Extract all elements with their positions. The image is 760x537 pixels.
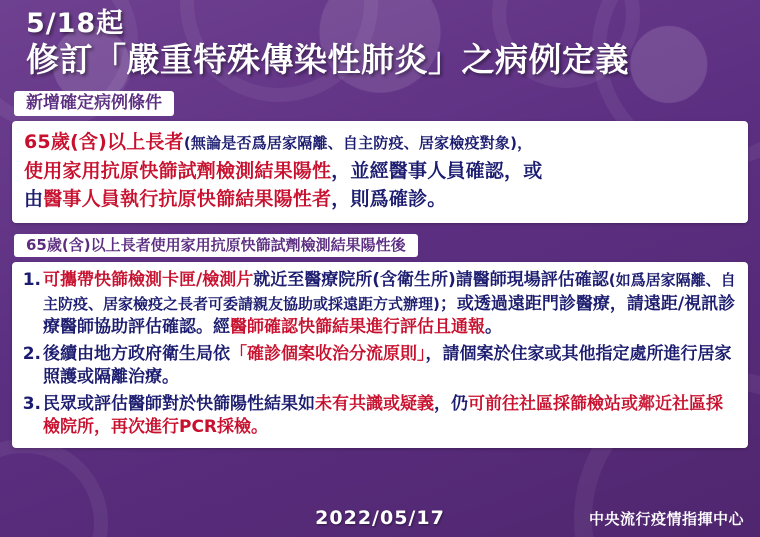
poster-header: [0, 0, 760, 80]
step1-note: (如爲居家隔離、自主防疫、居家檢疫之長者可委請親友協助或採遠距方式辦理): [43, 271, 736, 313]
post-positive-steps-card: [12, 262, 748, 447]
step2-prefix: 後續由地方政府衛生局依: [43, 343, 230, 364]
list-item-number: 1.: [22, 270, 41, 291]
section-label-post-positive: 65歲(含)以上長者使用家用抗原快篩試劑檢測結果陽性後: [14, 234, 418, 258]
new-criteria-card: [12, 121, 748, 223]
criteria-line-1: [24, 129, 736, 157]
step1-visit-clinic: 就近至醫療院所(含衛生所)請醫師現場評估確認: [253, 270, 609, 291]
section-label-new-criteria: 新增確定病例條件: [14, 91, 174, 117]
step2-suffix: ，請個案於住家或其他指定處所進行居家照護或隔離治療。: [43, 343, 732, 388]
step3-dispute-highlight: 未有共識或疑義: [315, 393, 434, 414]
step3-pcr-highlight: 可前往社區採篩檢站或鄰近社區採檢院所，再次進行PCR採檢。: [43, 393, 723, 438]
criteria-line-2: [24, 158, 736, 186]
criteria-confirm-text: ，並經醫事人員確認，或: [331, 159, 543, 182]
list-item: [22, 393, 736, 440]
list-item-number: 2.: [22, 343, 41, 364]
criteria-staff-test-highlight: 醫事人員執行抗原快篩結果陽性者: [43, 188, 332, 211]
criteria-line3-prefix: 由: [24, 188, 44, 211]
step1-doctor-report-highlight: 醫師確認快篩結果進行評估且通報: [230, 317, 485, 338]
list-item-number: 3.: [22, 393, 41, 414]
list-item: [22, 343, 736, 390]
header-effective-date: 5/18起: [26, 8, 125, 39]
step1-telemedicine: ；或透過遠距門診醫療，請遠距/視訊診療醫師協助評估確認。經: [43, 293, 736, 338]
criteria-line3-suffix: ，則爲確診。: [331, 188, 447, 211]
step1-end: 。: [485, 317, 502, 338]
criteria-rapid-test-highlight: 使用家用抗原快篩試劑檢測結果陽性: [24, 159, 332, 182]
issuing-organization: 中央流行疫情指揮中心: [588, 509, 744, 528]
criteria-age-highlight: 65歲(含)以上長者: [24, 131, 184, 154]
step2-principle-highlight: 「確診個案收治分流原則」: [230, 343, 426, 364]
step3-prefix: 民眾或評估醫師對於快篩陽性結果如: [43, 393, 315, 414]
criteria-line-3: [24, 186, 736, 214]
step1-carry-kit-highlight: 可攜帶快篩檢測卡匣/檢測片: [43, 270, 254, 291]
step3-middle: ，仍: [434, 393, 468, 414]
poster-footer: [0, 504, 760, 532]
list-item-text: [43, 343, 736, 390]
page-title: 修訂「嚴重特殊傳染性肺炎」之病例定義: [26, 40, 629, 80]
list-item-text: [43, 269, 736, 339]
criteria-age-note: (無論是否爲居家隔離、自主防疫、居家檢疫對象)，: [183, 134, 533, 153]
list-item-text: [43, 393, 736, 440]
list-item: [22, 269, 736, 339]
publish-date: 2022/05/17: [315, 507, 445, 529]
